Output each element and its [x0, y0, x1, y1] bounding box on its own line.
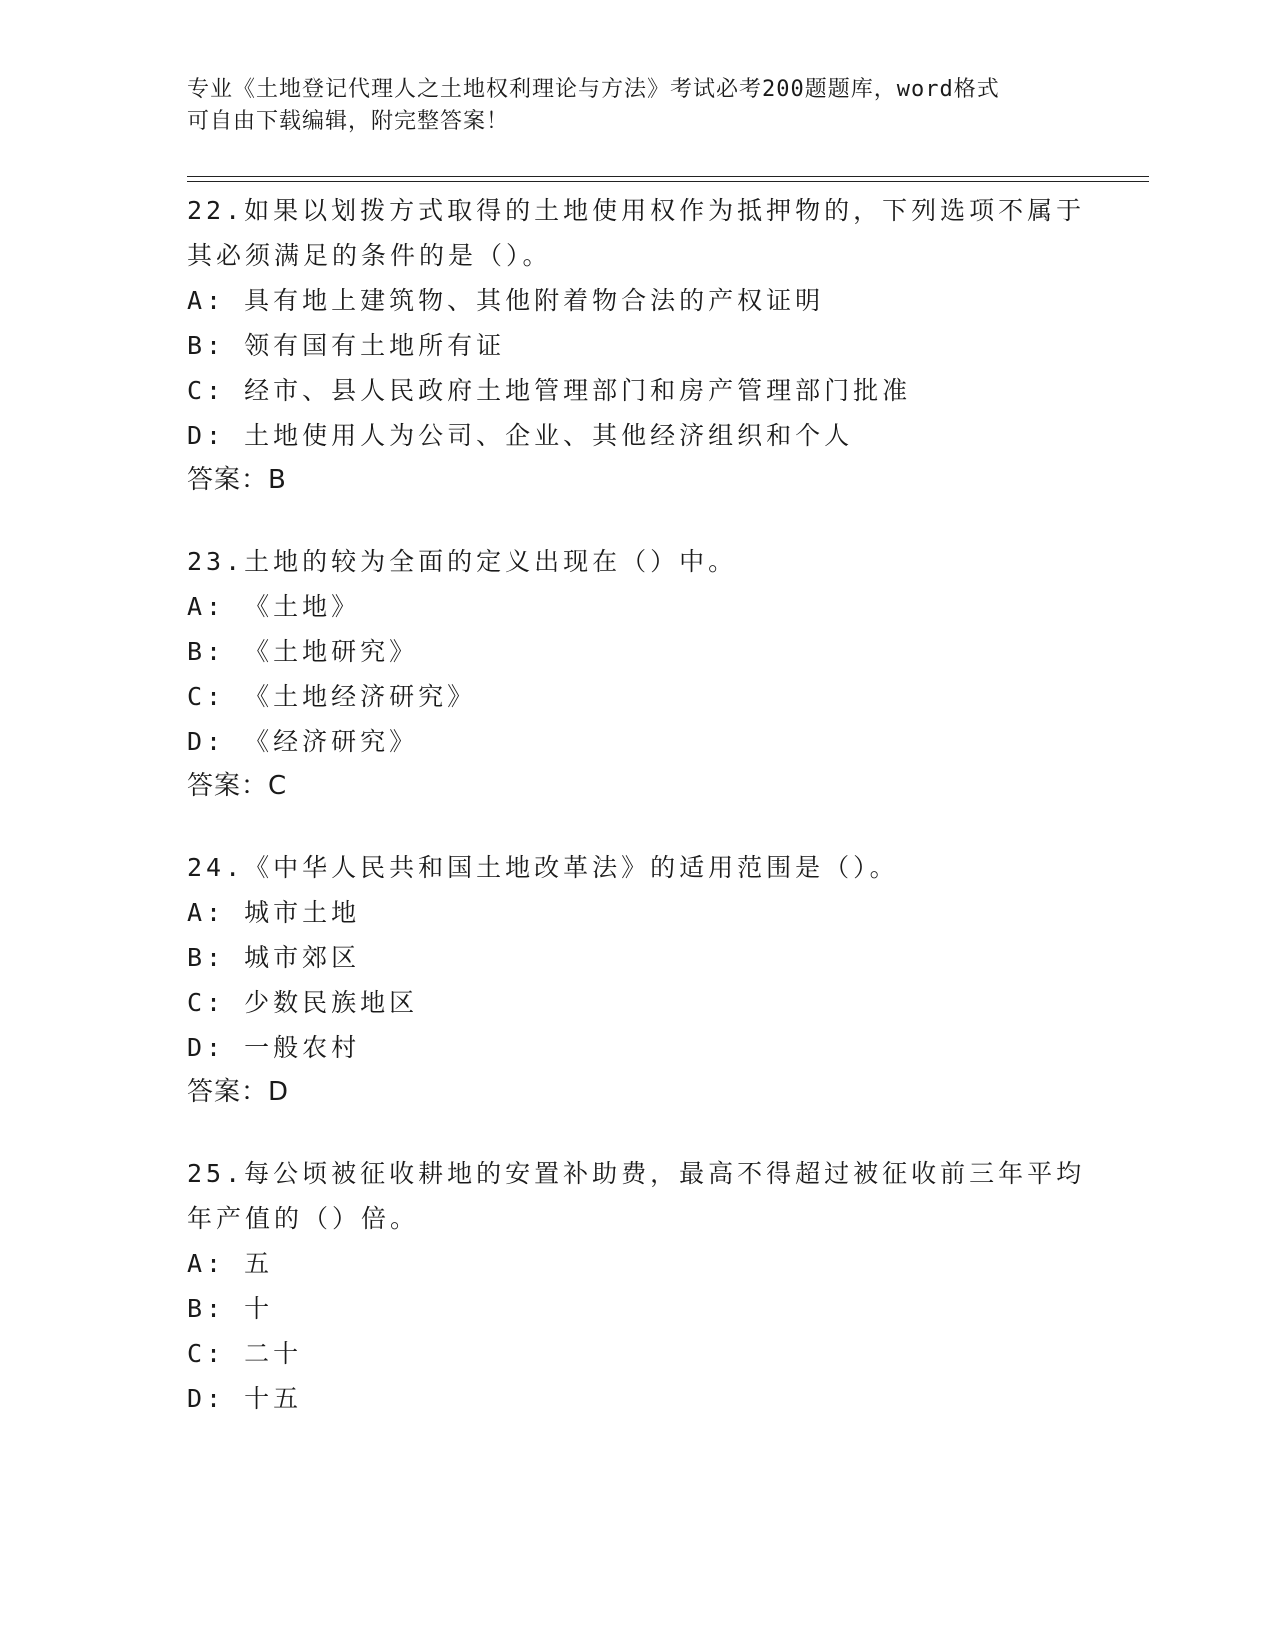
option-c: C: 少数民族地区: [187, 988, 419, 1017]
option-a: A: 具有地上建筑物、其他附着物合法的产权证明: [187, 286, 825, 315]
option-a: A: 《土地》: [187, 592, 361, 621]
header-line-1: 专业《土地登记代理人之土地权利理论与方法》考试必考200题题库，word格式: [187, 77, 1000, 102]
option-d: D: 一般农村: [187, 1033, 361, 1062]
option-a: A: 五: [187, 1249, 274, 1278]
option-c: C: 经市、县人民政府土地管理部门和房产管理部门批准: [187, 376, 912, 405]
stem-line: 24.《中华人民共和国土地改革法》的适用范围是（）。: [187, 853, 899, 882]
question-item: [187, 845, 1087, 1115]
option-d: D: 《经济研究》: [187, 727, 419, 756]
stem-line: 25.每公顷被征收耕地的安置补助费，最高不得超过被征收前三年平均: [187, 1159, 1086, 1188]
question-stem: [187, 1151, 1086, 1241]
option-b: B: 十: [187, 1294, 274, 1323]
option-d: D: 十五: [187, 1384, 303, 1413]
answer-line: 答案：C: [187, 771, 288, 801]
question-item: [187, 1151, 1087, 1421]
stem-line: 其必须满足的条件的是（）。: [187, 241, 552, 270]
answer-line: 答案：D: [187, 1077, 290, 1107]
answer-line: 答案：B: [187, 465, 287, 495]
option-b: B: 领有国有土地所有证: [187, 331, 506, 360]
header-divider-bottom: [187, 181, 1149, 182]
option-c: C: 二十: [187, 1339, 303, 1368]
question-stem: [187, 539, 1077, 584]
question-stem: [187, 845, 1077, 890]
option-b: B: 城市郊区: [187, 943, 361, 972]
stem-line: 22.如果以划拨方式取得的土地使用权作为抵押物的，下列选项不属于: [187, 196, 1086, 225]
option-a: A: 城市土地: [187, 898, 361, 927]
option-d: D: 土地使用人为公司、企业、其他经济组织和个人: [187, 421, 854, 450]
option-c: C: 《土地经济研究》: [187, 682, 477, 711]
header-divider-top: [187, 176, 1149, 177]
option-b: B: 《土地研究》: [187, 637, 419, 666]
document-header: [187, 74, 1067, 138]
stem-line: 23.土地的较为全面的定义出现在（）中。: [187, 547, 738, 576]
stem-line: 年产值的（）倍。: [187, 1204, 420, 1233]
question-item: [187, 539, 1087, 809]
header-line-2: 可自由下载编辑，附完整答案！: [187, 109, 510, 134]
question-item: [187, 188, 1087, 503]
question-list: [187, 188, 1087, 1457]
question-stem: [187, 188, 1086, 278]
